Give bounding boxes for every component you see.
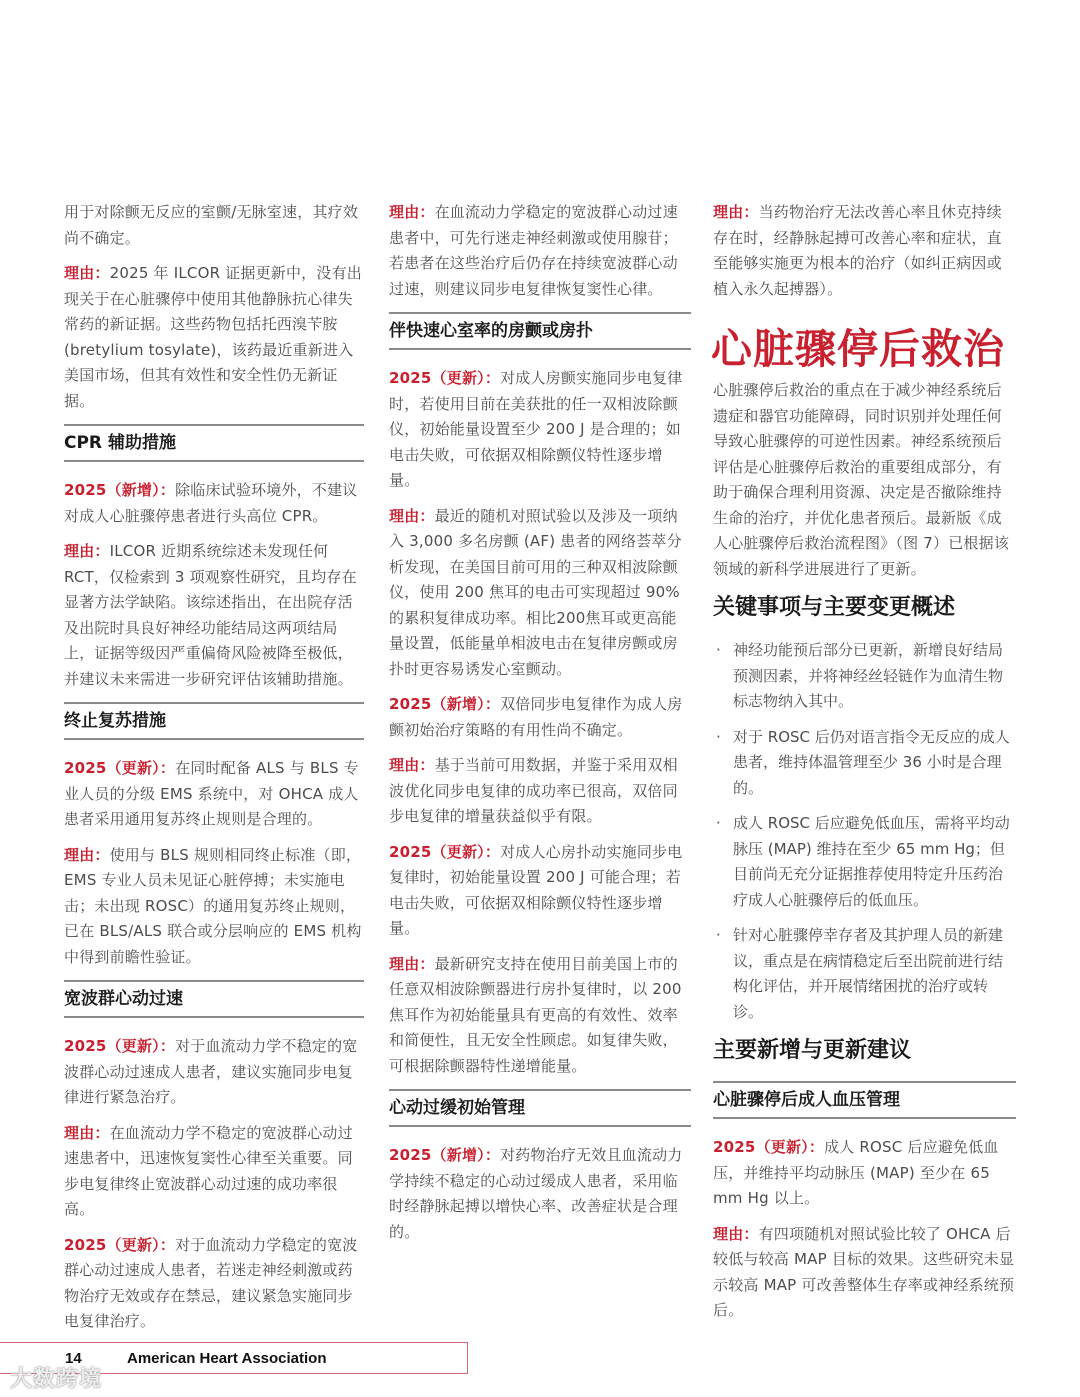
bullet-icon: · bbox=[716, 926, 721, 944]
bullet-icon: · bbox=[716, 727, 721, 746]
rationale-label: 理由： bbox=[64, 264, 110, 282]
rationale-text: 最近的随机对照试验以及涉及一项纳入 3,000 多名房颤 (AF) 患者的网络荟萃分析发现，在美国目前可用的三种双相波除颤仪，使用 200 焦耳的电击可实现超过 90% 的累积复律成功率。相比200焦耳或更高能量设置，低能量单相波电击在复律房颤或房扑时更容易诱发心室颤动。 bbox=[389, 506, 682, 678]
chapter-intro: 心脏骤停后救治的重点在于减少神经系统后遗症和器官功能障碍，同时识别并处理任何导致心脏骤停的可逆性因素。神经系统预后评估是心脏骤停后救治的重要组成部分，有助于确保合理利用资源、决定是否撤除维持生命的治疗，并优化患者预后。最新版《成人心脏骤停后救治流程图》（图 7）已根据该领域的新科学进展进行了更新。 bbox=[713, 381, 1010, 578]
recommendations-heading: 主要新增与更新建议 bbox=[713, 1038, 912, 1063]
recommendation bbox=[64, 478, 364, 529]
recommendation-label: 2025（更新）： bbox=[64, 1037, 176, 1055]
bullet-icon: · bbox=[716, 814, 721, 832]
column-2 bbox=[389, 200, 691, 1255]
recommendation-text: 对成人房颤实施同步电复律时，若使用目前在美获批的任一双相波除颤仪，初始能量设置至少 200 J 是合理的；如电击失败，可依据双相除颤仪特性逐步增量。 bbox=[389, 369, 683, 489]
rationale-label: 理由： bbox=[64, 845, 110, 864]
recommendation bbox=[64, 1034, 364, 1111]
rationale bbox=[389, 753, 691, 830]
recommendation-label: 2025（更新）： bbox=[64, 1235, 176, 1254]
bullet-icon: · bbox=[716, 641, 721, 659]
list-item-text: 成人 ROSC 后应避免低血压，需将平均动脉压 (MAP) 维持在至少 65 mm Hg；但目前尚无充分证据推荐使用特定升压药治疗成人心脏骤停后的低血压。 bbox=[733, 814, 1010, 909]
section-heading-termination: 终止复苏措施 bbox=[64, 702, 364, 740]
list-item bbox=[713, 638, 1016, 715]
rationale-text: 有四项随机对照试验比较了 OHCA 后较低与较高 MAP 目标的效果。这些研究未显示较高 MAP 可改善整体生存率或神经系统预后。 bbox=[713, 1224, 1015, 1319]
chapter-title: 心脏骤停后救治 bbox=[711, 325, 1005, 373]
column-1 bbox=[64, 200, 364, 1345]
section-heading-wide-complex-tachycardia: 宽波群心动过速 bbox=[64, 980, 364, 1018]
rationale-text: 在血流动力学不稳定的宽波群心动过速患者中，迅速恢复窦性心律至关重要。同步电复律终止宽波群心动过速的成功率很高。 bbox=[64, 1123, 353, 1218]
recommendation-label: 2025（更新）： bbox=[389, 369, 501, 387]
rationale-text: 使用与 BLS 规则相同终止标准（即，EMS 专业人员未见证心脏停搏；未实施电击；未出现 ROSC）的通用复苏终止规则，已在 BLS/ALS 联合或分层响应的 EMS 机构中得到前瞻性验证。 bbox=[64, 845, 362, 966]
rationale-label: 理由： bbox=[713, 1224, 759, 1243]
page-number: 14 bbox=[65, 1350, 82, 1367]
organization-name: American Heart Association bbox=[127, 1350, 327, 1367]
recommendation-text: 除临床试验环境外，不建议对成人心脏骤停患者进行头高位 CPR。 bbox=[64, 481, 358, 525]
recommendation-label: 2025（新增）： bbox=[64, 481, 176, 499]
list-item bbox=[713, 725, 1016, 802]
column-3 bbox=[713, 200, 1016, 1334]
rationale bbox=[389, 952, 691, 1080]
list-item-text: 对于 ROSC 后仍对语言指令无反应的成人患者，维持体温管理至少 36 小时是合理的。 bbox=[733, 727, 1010, 797]
rationale-label: 理由： bbox=[64, 542, 110, 560]
rationale-label: 理由： bbox=[389, 954, 435, 973]
rationale-label: 理由： bbox=[389, 506, 435, 525]
rationale-label: 理由： bbox=[713, 203, 759, 221]
paragraph-continuation: 用于对除颤无反应的室颤/无脉室速，其疗效尚不确定。 bbox=[64, 203, 359, 247]
recommendation-text: 在同时配备 ALS 与 BLS 专业人员的分级 EMS 系统中，对 OHCA 成人患者采用通用复苏终止规则是合理的。 bbox=[64, 759, 359, 828]
rationale-text: 最新研究支持在使用目前美国上市的任意双相波除颤器进行房扑复律时，以 200 焦耳作为初始能量具有更高的有效性、效率和简便性，且无安全性顾虑。如复律失败，可根据除颤器特性递增能量。 bbox=[389, 954, 682, 1075]
section-heading-blood-pressure: 心脏骤停后成人血压管理 bbox=[713, 1081, 1016, 1119]
recommendation-text: 成人 ROSC 后应避免低血压，并维持平均动脉压 (MAP) 至少在 65 mm Hg 以上。 bbox=[713, 1138, 999, 1207]
recommendation-text: 对药物治疗无效且血流动力学持续不稳定的心动过缓成人患者，采用临时经静脉起搏以增快心率、改善症状是合理的。 bbox=[389, 1146, 683, 1241]
recommendation-label: 2025（更新）： bbox=[713, 1138, 825, 1156]
section-heading-bradycardia: 心动过缓初始管理 bbox=[389, 1089, 691, 1127]
list-item bbox=[713, 811, 1016, 913]
watermark: 大数跨境 bbox=[10, 1367, 103, 1392]
rationale-label: 理由： bbox=[389, 203, 435, 221]
recommendation bbox=[64, 756, 364, 833]
key-points-list bbox=[713, 638, 1016, 1025]
section-heading-cpr-adjuncts: CPR 辅助措施 bbox=[64, 424, 364, 462]
rationale bbox=[64, 843, 364, 971]
list-item-text: 神经功能预后部分已更新，新增良好结局预测因素，并将神经丝轻链作为血清生物标志物纳入其中。 bbox=[733, 641, 1004, 710]
rationale-text: 当药物治疗无法改善心率且休克持续存在时，经静脉起搏可改善心率和症状，直至能够实施更为根本的治疗（如纠正病因或植入永久起搏器）。 bbox=[713, 203, 1002, 298]
recommendation bbox=[713, 1135, 1016, 1212]
recommendation bbox=[64, 1233, 364, 1335]
recommendation-text: 对于血流动力学稳定的宽波群心动过速成人患者，若迷走神经刺激或药物治疗无效或存在禁忌，建议紧急实施同步电复律治疗。 bbox=[64, 1235, 358, 1330]
rationale-antiarrhythmics bbox=[64, 261, 364, 414]
rationale-text: ILCOR 近期系统综述未发现任何 RCT，仅检索到 3 项观察性研究，且均存在显著方法学缺陷。该综述指出，在出院存活及出院时具良好神经功能结局这两项结局上，证据等级因严重偏倚风险被降至极低，并建议未来需进一步研究评估该辅助措施。 bbox=[64, 542, 357, 688]
rationale bbox=[64, 539, 364, 692]
rationale-label: 理由： bbox=[64, 1123, 110, 1142]
rationale-text: 在血流动力学稳定的宽波群心动过速患者中，可先行迷走神经刺激或使用腺苷；若患者在这些治疗后仍存在持续宽波群心动过速，则建议同步电复律恢复窦性心律。 bbox=[389, 203, 678, 298]
rationale bbox=[64, 1121, 364, 1223]
recommendation bbox=[389, 840, 691, 942]
recommendation-text: 对成人心房扑动实施同步电复律时，初始能量设置 200 J 可能合理；若电击失败，可依据双相除颤仪特性逐步增量。 bbox=[389, 842, 683, 937]
summary-heading: 关键事项与主要变更概述 bbox=[713, 595, 956, 620]
recommendation bbox=[389, 366, 691, 494]
recommendation-label: 2025（更新）： bbox=[389, 842, 501, 861]
rationale-text: 基于当前可用数据，并鉴于采用双相波优化同步电复律的成功率已很高，双倍同步电复律的增量获益似乎有限。 bbox=[389, 756, 678, 825]
recommendation-label: 2025（新增）： bbox=[389, 1146, 501, 1164]
recommendation-text: 对于血流动力学不稳定的宽波群心动过速成人患者，建议实施同步电复律进行紧急治疗。 bbox=[64, 1037, 358, 1106]
rationale bbox=[713, 1222, 1016, 1324]
recommendation-label: 2025（更新）： bbox=[64, 759, 176, 777]
list-item-text: 针对心脏骤停幸存者及其护理人员的新建议，重点是在病情稳定后至出院前进行结构化评估，并开展情绪困扰的治疗或转诊。 bbox=[733, 926, 1004, 1021]
rationale bbox=[713, 200, 1016, 302]
recommendation-label: 2025（新增）： bbox=[389, 695, 501, 713]
recommendation bbox=[389, 692, 691, 743]
rationale-text: 2025 年 ILCOR 证据更新中，没有出现关于在心脏骤停中使用其他静脉抗心律失常药的新证据。这些药物包括托西溴苄胺 (bretylium tosylate)，该药最近重新进入美国市场，但其有效性和安全性仍无新证据。 bbox=[64, 264, 362, 410]
rationale-label: 理由： bbox=[389, 756, 435, 774]
recommendation-text: 双倍同步电复律作为成人房颤初始治疗策略的有用性尚不确定。 bbox=[389, 695, 683, 739]
recommendation bbox=[389, 1143, 691, 1245]
list-item bbox=[713, 923, 1016, 1025]
rationale bbox=[389, 200, 691, 302]
rationale bbox=[389, 504, 691, 683]
section-heading-af-flutter: 伴快速心室率的房颤或房扑 bbox=[389, 312, 691, 350]
